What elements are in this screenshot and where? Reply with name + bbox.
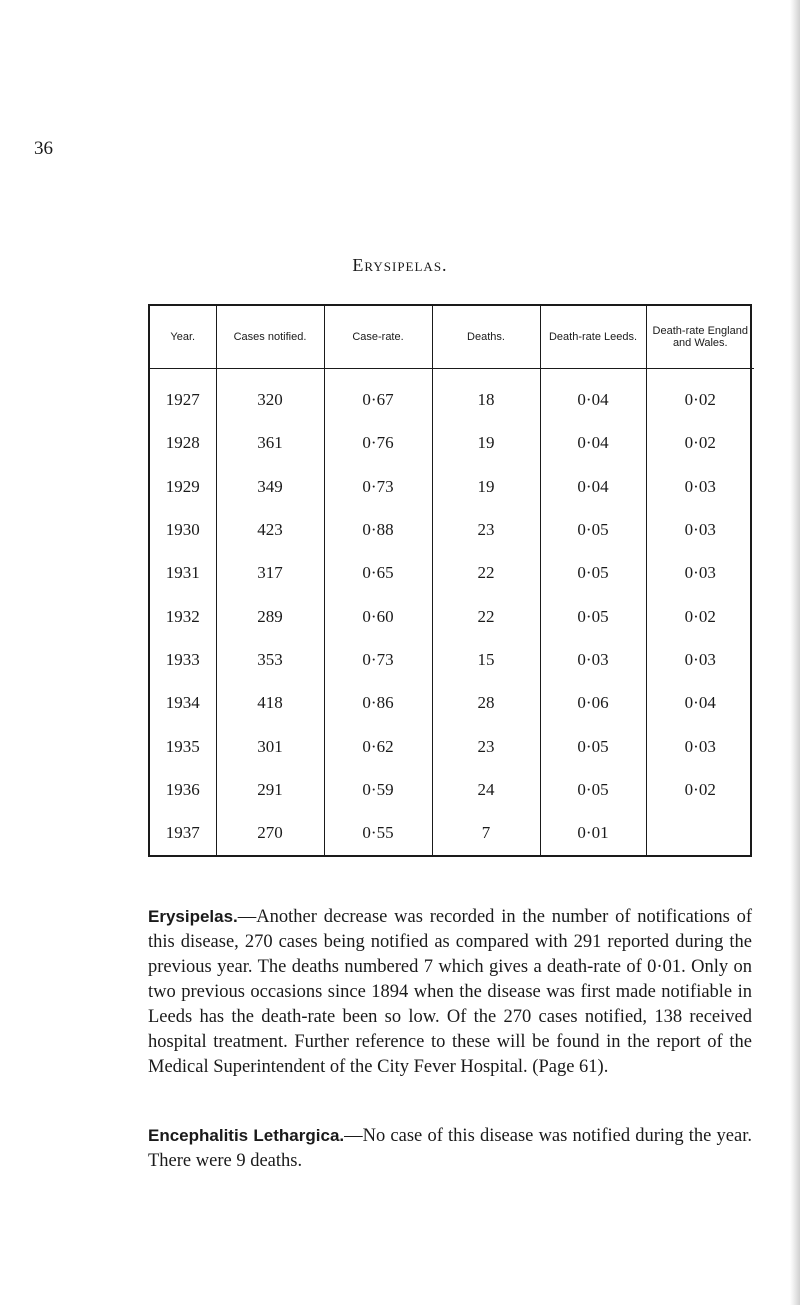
cell-deaths: 19 — [432, 465, 540, 508]
cell-cases: 320 — [216, 369, 324, 422]
cell-year: 1928 — [165, 433, 200, 453]
cell-cases: 270 — [216, 812, 324, 855]
header-cases-notified: Cases notified. — [216, 306, 324, 369]
cell-year: 1936 — [165, 779, 200, 799]
cell-case-rate: 0·65 — [324, 552, 432, 595]
table-row — [150, 508, 754, 551]
paragraph-lead: Erysipelas. — [148, 907, 238, 926]
table-row — [150, 725, 754, 768]
cell-year: 1932 — [165, 606, 200, 626]
header-case-rate: Case-rate. — [324, 306, 432, 369]
cell-deaths: 18 — [432, 369, 540, 422]
cell-deaths: 24 — [432, 768, 540, 811]
cell-death-rate-england-wales: 0·03 — [646, 508, 754, 551]
cell-case-rate: 0·88 — [324, 508, 432, 551]
cell-death-rate-england-wales: 0·02 — [646, 422, 754, 465]
cell-death-rate-leeds: 0·05 — [540, 552, 646, 595]
cell-case-rate: 0·86 — [324, 682, 432, 725]
cell-cases: 361 — [216, 422, 324, 465]
cell-case-rate: 0·73 — [324, 638, 432, 681]
cell-death-rate-england-wales: 0·02 — [646, 595, 754, 638]
table-row — [150, 638, 754, 681]
cell-year: 1933 — [165, 649, 200, 669]
table-row — [150, 552, 754, 595]
cell-case-rate: 0·62 — [324, 725, 432, 768]
cell-deaths: 28 — [432, 682, 540, 725]
data-table — [150, 306, 754, 855]
header-death-rate-leeds: Death-rate Leeds. — [540, 306, 646, 369]
cell-death-rate-england-wales: 0·03 — [646, 465, 754, 508]
cell-death-rate-leeds: 0·05 — [540, 725, 646, 768]
cell-case-rate: 0·73 — [324, 465, 432, 508]
cell-cases: 418 — [216, 682, 324, 725]
cell-death-rate-england-wales: 0·02 — [646, 768, 754, 811]
page-edge-shadow — [790, 0, 800, 1305]
header-year: Year. — [150, 306, 216, 369]
cell-case-rate: 0·59 — [324, 768, 432, 811]
cell-cases: 423 — [216, 508, 324, 551]
cell-deaths: 22 — [432, 595, 540, 638]
cell-case-rate: 0·60 — [324, 595, 432, 638]
cell-death-rate-england-wales: 0·03 — [646, 725, 754, 768]
cell-year: 1935 — [165, 736, 200, 756]
cell-deaths: 7 — [432, 812, 540, 855]
cell-death-rate-england-wales: 0·04 — [646, 682, 754, 725]
table-row — [150, 682, 754, 725]
cell-year: 1934 — [165, 693, 200, 713]
cell-deaths: 15 — [432, 638, 540, 681]
cell-death-rate-leeds: 0·04 — [540, 465, 646, 508]
header-deaths: Deaths. — [432, 306, 540, 369]
table-row — [150, 465, 754, 508]
cell-death-rate-england-wales: 0·03 — [646, 552, 754, 595]
page-number: 36 — [34, 138, 53, 159]
cell-year: 1937 — [165, 823, 200, 843]
header-row — [150, 306, 754, 369]
cell-deaths: 23 — [432, 508, 540, 551]
page-title: Erysipelas. — [352, 255, 448, 275]
cell-cases: 301 — [216, 725, 324, 768]
table-row — [150, 768, 754, 811]
paragraph-lead: Encephalitis Lethargica. — [148, 1126, 345, 1145]
table-row — [150, 422, 754, 465]
cell-death-rate-england-wales: 0·02 — [646, 369, 754, 422]
cell-year: 1927 — [165, 389, 200, 409]
cell-year: 1931 — [165, 563, 200, 583]
cell-death-rate-england-wales — [646, 812, 754, 855]
table-row — [150, 595, 754, 638]
cell-case-rate: 0·76 — [324, 422, 432, 465]
cell-year: 1930 — [165, 519, 200, 539]
cell-deaths: 22 — [432, 552, 540, 595]
cell-death-rate-england-wales: 0·03 — [646, 638, 754, 681]
cell-case-rate: 0·55 — [324, 812, 432, 855]
cell-deaths: 23 — [432, 725, 540, 768]
table-row — [150, 812, 754, 855]
cell-deaths: 19 — [432, 422, 540, 465]
cell-death-rate-leeds: 0·05 — [540, 508, 646, 551]
cell-death-rate-leeds: 0·04 — [540, 369, 646, 422]
paragraph-text: —No case of this disease was notified during the year. There were 9 deaths. — [148, 1126, 752, 1171]
cell-death-rate-leeds: 0·06 — [540, 682, 646, 725]
header-death-rate-england-wales: Death-rate England and Wales. — [646, 306, 754, 369]
erysipelas-table — [148, 304, 752, 857]
paragraph-text: —Another decrease was recorded in the number of notifications of this disease, 270 cases being notified as compared with 291 reported during the previous year. The deaths numbered 7 which gives a death-rate of 0·01. Only on two previous occasions since 1894 when the disease was first made notifiable in Leeds has the death-rate been so low. Of the 270 cases notified, 138 received hospital treatment. Further reference to these will be found in the report of the Medical Superintendent of the City Fever Hospital. (Page 61). — [148, 907, 752, 1077]
cell-cases: 317 — [216, 552, 324, 595]
cell-death-rate-leeds: 0·05 — [540, 595, 646, 638]
cell-year: 1929 — [165, 476, 200, 496]
erysipelas-paragraph — [148, 904, 752, 1080]
cell-cases: 289 — [216, 595, 324, 638]
table-row — [150, 369, 754, 422]
cell-cases: 349 — [216, 465, 324, 508]
cell-case-rate: 0·67 — [324, 369, 432, 422]
encephalitis-paragraph — [148, 1123, 752, 1174]
cell-death-rate-leeds: 0·04 — [540, 422, 646, 465]
cell-death-rate-leeds: 0·03 — [540, 638, 646, 681]
cell-death-rate-leeds: 0·05 — [540, 768, 646, 811]
cell-death-rate-leeds: 0·01 — [540, 812, 646, 855]
cell-cases: 291 — [216, 768, 324, 811]
cell-cases: 353 — [216, 638, 324, 681]
